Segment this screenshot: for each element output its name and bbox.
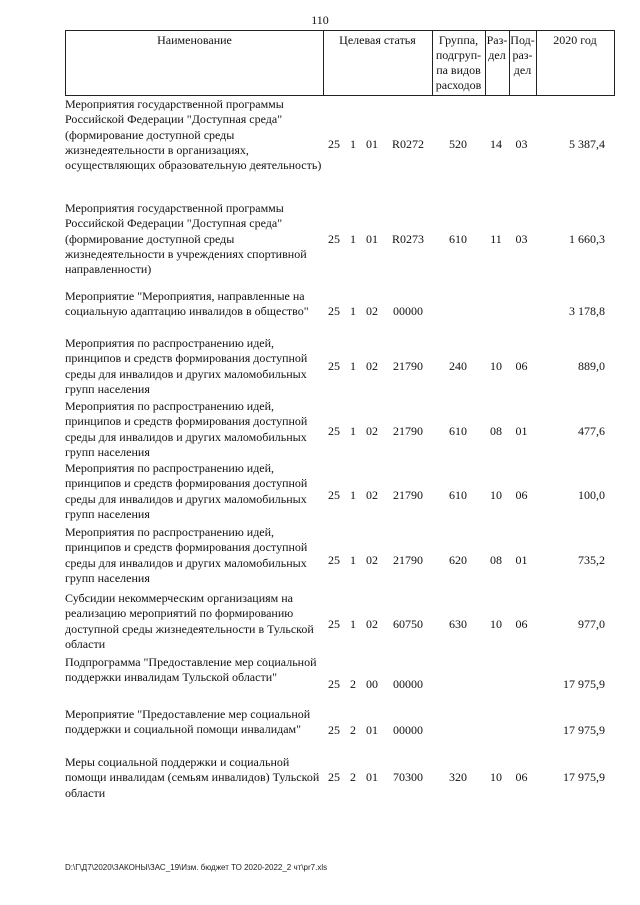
row-c1: 25 xyxy=(328,770,340,784)
row-c2: 2 xyxy=(350,677,356,691)
row-c3: 02 xyxy=(366,488,378,502)
row-group: 610 xyxy=(449,488,467,502)
row-amount: 889,0 xyxy=(578,359,605,373)
row-c1: 25 xyxy=(328,304,340,318)
row-c4: 00000 xyxy=(393,304,423,318)
row-c3: 02 xyxy=(366,359,378,373)
row-group: 630 xyxy=(449,617,467,631)
row-c3: 02 xyxy=(366,304,378,318)
row-c2: 1 xyxy=(350,617,356,631)
row-c1: 25 xyxy=(328,359,340,373)
row-c4: R0272 xyxy=(391,137,424,151)
row-c2: 1 xyxy=(350,359,356,373)
row-amount: 477,6 xyxy=(578,424,605,438)
row-amount: 977,0 xyxy=(578,617,605,631)
row-name: Субсидии некоммерческим организациям на реализацию мероприятий по формированию доступной среды жизнедеятельности в Тульской области xyxy=(65,591,314,651)
row-name: Мероприятие "Предоставление мер социальной поддержки и социальной помощи инвалидам" xyxy=(65,707,311,737)
row-c2: 1 xyxy=(350,488,356,502)
row-c1: 25 xyxy=(328,617,340,631)
row-amount: 17 975,9 xyxy=(563,770,605,784)
row-amount: 1 660,3 xyxy=(569,232,605,246)
row-c3: 01 xyxy=(366,723,378,737)
row-name: Мероприятия по распространению идей, принципов и средств формирования доступной среды для инвалидов и других маломобильных групп населения xyxy=(65,336,308,396)
row-name: Мероприятия государственной программы Российской Федерации "Доступная среда" (формирование доступной среды жизнедеятельности в учреждениях спортивной направленности) xyxy=(65,201,307,277)
row-name: Мероприятие "Мероприятия, направленные на социальную адаптацию инвалидов в общество" xyxy=(65,289,309,319)
row-name: Подпрограмма "Предоставление мер социальной поддержки инвалидам Тульской области" xyxy=(65,655,317,685)
table-row xyxy=(0,525,640,587)
row-c3: 02 xyxy=(366,617,378,631)
row-c2: 1 xyxy=(350,424,356,438)
row-section: 14 xyxy=(490,137,502,151)
row-amount: 3 178,8 xyxy=(569,304,605,318)
page-number: 110 xyxy=(311,13,329,27)
row-subsection: 06 xyxy=(515,770,528,784)
table-row xyxy=(0,655,640,701)
row-c3: 00 xyxy=(366,677,378,691)
row-c4: 00000 xyxy=(393,677,423,691)
row-c4: 00000 xyxy=(393,723,423,737)
row-section: 10 xyxy=(490,770,502,784)
row-name: Мероприятия по распространению идей, принципов и средств формирования доступной среды для инвалидов и других маломобильных групп населения xyxy=(65,399,308,459)
row-c4: 21790 xyxy=(393,488,423,502)
table-row xyxy=(0,591,640,653)
row-c1: 25 xyxy=(328,553,340,567)
table-row xyxy=(0,97,640,189)
table-row xyxy=(0,755,640,801)
row-name: Мероприятия государственной программы Российской Федерации "Доступная среда" (формирование доступной среды жизнедеятельности в организациях, осуществляющих образовательную деятельность) xyxy=(65,97,322,173)
table-row xyxy=(0,289,640,335)
footer-file-path: D:\Г\Д7\2020\ЗАКОНЫ\ЗАС_19\Изм. бюджет ТО 2020-2022_2 чт\pr7.xls xyxy=(65,863,328,872)
row-c2: 2 xyxy=(350,770,356,784)
table-row xyxy=(0,461,640,523)
row-c4: 60750 xyxy=(393,617,423,631)
row-c2: 1 xyxy=(350,137,356,151)
row-group: 620 xyxy=(449,553,467,567)
row-subsection: 06 xyxy=(515,488,528,502)
row-c1: 25 xyxy=(328,424,340,438)
row-section: 11 xyxy=(490,232,502,246)
row-subsection: 01 xyxy=(515,553,528,567)
row-subsection: 03 xyxy=(515,137,528,151)
row-c1: 25 xyxy=(328,677,340,691)
row-section: 08 xyxy=(490,553,502,567)
row-group: 610 xyxy=(449,232,467,246)
table-header xyxy=(65,30,615,96)
row-c1: 25 xyxy=(328,137,340,151)
row-name: Меры социальной поддержки и социальной помощи инвалидам (семьям инвалидов) Тульской области xyxy=(65,755,320,800)
table-row xyxy=(0,336,640,398)
row-subsection: 01 xyxy=(515,424,528,438)
row-group: 610 xyxy=(449,424,467,438)
row-amount: 735,2 xyxy=(578,553,605,567)
table-row xyxy=(0,201,640,278)
row-c4: 21790 xyxy=(393,359,423,373)
row-c3: 01 xyxy=(366,232,378,246)
row-c4: 21790 xyxy=(393,424,423,438)
row-amount: 5 387,4 xyxy=(569,137,605,151)
row-c1: 25 xyxy=(328,232,340,246)
row-c1: 25 xyxy=(328,723,340,737)
row-name: Мероприятия по распространению идей, принципов и средств формирования доступной среды для инвалидов и других маломобильных групп населения xyxy=(65,461,308,521)
header-name: Наименование xyxy=(157,33,232,47)
table-row xyxy=(0,707,640,753)
row-c3: 01 xyxy=(366,137,378,151)
row-c3: 02 xyxy=(366,424,378,438)
row-amount: 17 975,9 xyxy=(563,723,605,737)
row-c3: 01 xyxy=(366,770,378,784)
row-group: 520 xyxy=(449,137,467,151)
row-c3: 02 xyxy=(366,553,378,567)
row-section: 10 xyxy=(490,617,502,631)
row-c4: 70300 xyxy=(393,770,423,784)
row-subsection: 06 xyxy=(515,617,528,631)
row-c2: 1 xyxy=(350,304,356,318)
row-group: 240 xyxy=(449,359,467,373)
row-subsection: 06 xyxy=(515,359,528,373)
header-target: Целевая статья xyxy=(339,33,416,47)
table-row xyxy=(0,399,640,461)
row-section: 08 xyxy=(490,424,502,438)
row-group: 320 xyxy=(449,770,467,784)
row-amount: 17 975,9 xyxy=(563,677,605,691)
header-group: Группа, подгруп-па видов расходов xyxy=(435,33,482,92)
row-section: 10 xyxy=(490,359,502,373)
row-name: Мероприятия по распространению идей, принципов и средств формирования доступной среды для инвалидов и других маломобильных групп населения xyxy=(65,525,308,585)
row-c1: 25 xyxy=(328,488,340,502)
header-subsection: Под-раз-дел xyxy=(510,33,535,77)
row-c2: 1 xyxy=(350,232,356,246)
row-c4: 21790 xyxy=(393,553,423,567)
row-c2: 1 xyxy=(350,553,356,567)
row-subsection: 03 xyxy=(515,232,528,246)
row-c2: 2 xyxy=(350,723,356,737)
row-section: 10 xyxy=(490,488,502,502)
row-amount: 100,0 xyxy=(578,488,605,502)
row-c4: R0273 xyxy=(391,232,424,246)
header-year: 2020 год xyxy=(553,33,597,47)
header-section: Раз-дел xyxy=(486,33,508,62)
